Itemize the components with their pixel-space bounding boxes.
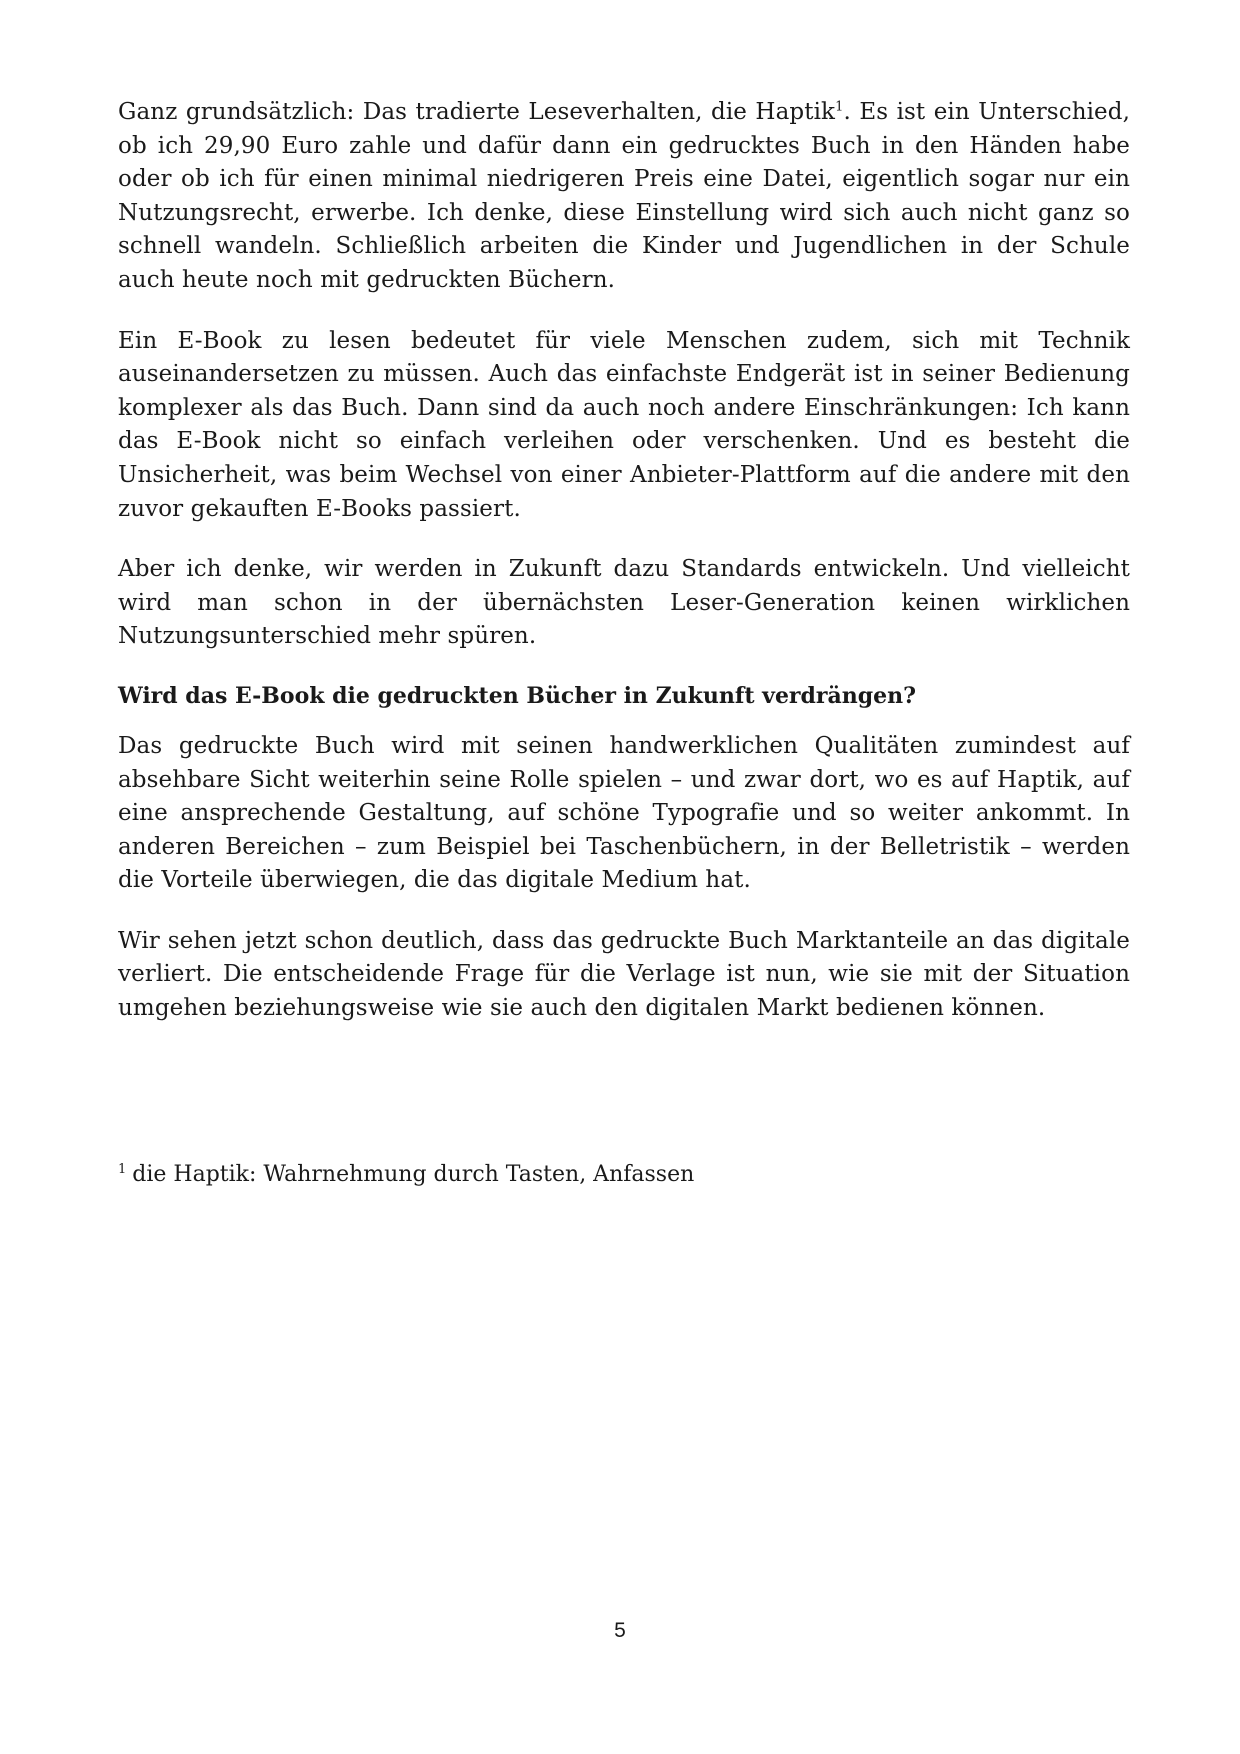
footnote-text: die Haptik: Wahrnehmung durch Tasten, Anfassen xyxy=(132,1162,695,1187)
paragraph-1 xyxy=(118,96,1130,298)
paragraph-4: Das gedruckte Buch wird mit seinen handwerklichen Qualitäten zumindest auf absehbare Sicht weiterhin seine Rolle spielen – und zwar dort, wo es auf Haptik, auf eine ansprechende Gestaltung, auf schöne Typografie und so weiter ankommt. In anderen Bereichen – zum Beispiel bei Taschenbüchern, in der Belletristik – werden die Vorteile überwiegen, die das digitale Medium hat. xyxy=(118,732,1130,894)
footnote-reference: 1 xyxy=(835,99,844,115)
page-number: 5 xyxy=(614,1619,626,1642)
footnote-marker: 1 xyxy=(118,1161,127,1177)
paragraph-3: Aber ich denke, wir werden in Zukunft dazu Standards entwickeln. Und vielleicht wird man schon in der übernächsten Leser-Generation keinen wirklichen Nutzungsunterschied mehr spüren. xyxy=(118,556,1130,650)
footnote xyxy=(118,1160,694,1190)
paragraph-1-start: Ganz grundsätzlich: Das tradierte Leseverhalten, die Haptik xyxy=(118,99,836,125)
paragraph-1-rest: . Es ist ein Unterschied, ob ich 29,90 Euro zahle und dafür dann ein gedrucktes Buch in den Händen habe oder ob ich für einen minimal niedrigeren Preis eine Datei, eigentlich sogar nur ein Nutzungsrecht, erwerbe. Ich denke, diese Einstellung wird sich auch nicht ganz so schnell wandeln. Schließlich arbeiten die Kinder und Jugendlichen in der Schule auch heute noch mit gedruckten Büchern. xyxy=(118,99,1131,293)
paragraph-2: Ein E-Book zu lesen bedeutet für viele Menschen zudem, sich mit Technik auseinandersetzen zu müssen. Auch das einfachste Endgerät ist in seiner Bedienung komplexer als das Buch. Dann sind da auch noch andere Einschränkungen: Ich kann das E-Book nicht so einfach verleihen oder verschenken. Und es besteht die Unsicherheit, was beim Wechsel von einer Anbieter-Plattform auf die andere mit den zuvor gekauften E-Books passiert. xyxy=(118,327,1130,522)
page-body xyxy=(118,96,1130,1053)
section-heading: Wird das E-Book die gedruckten Bücher in Zukunft verdrängen? xyxy=(118,682,917,709)
paragraph-5: Wir sehen jetzt schon deutlich, dass das gedruckte Buch Marktanteile an das digitale verliert. Die entscheidende Frage für die Verlage ist nun, wie sie mit der Situation umgehen beziehungsweise wie sie auch den digitalen Markt bedienen können. xyxy=(118,927,1130,1022)
